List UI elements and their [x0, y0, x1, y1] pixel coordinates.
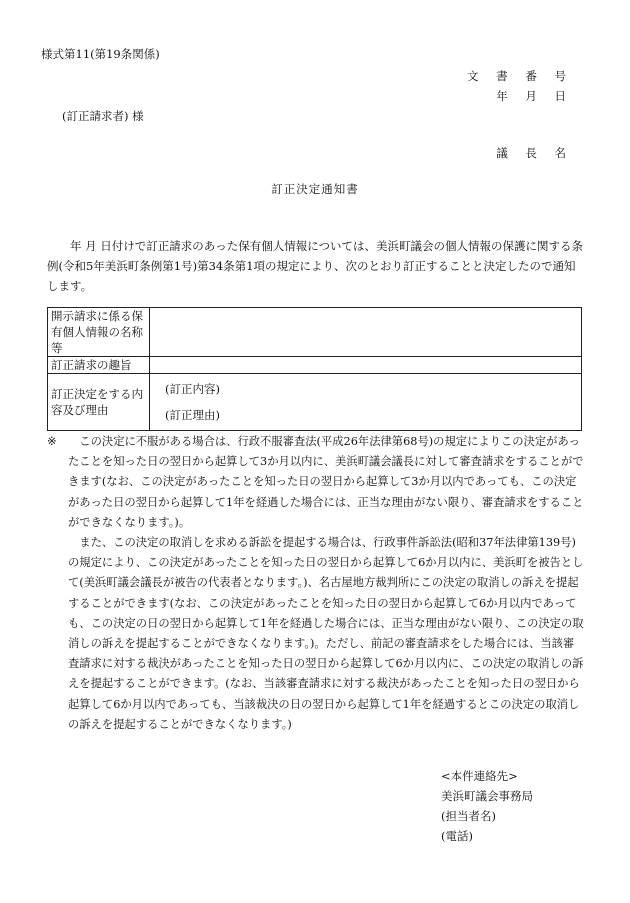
contact-heading: <本件連絡先>: [441, 769, 518, 783]
addressee: (訂正請求者) 様: [62, 109, 144, 123]
table-value-request-purpose: [150, 357, 582, 374]
table-row: [48, 374, 582, 431]
intro-paragraph: 年 月 日付けで訂正請求のあった保有個人情報については、美浜町議会の個人情報の保護に関する条例(令和5年美浜町条例第1号)第34条第1項の規定により、次のとおり訂正することと決定したので通知します。: [47, 239, 583, 293]
notes: [47, 432, 584, 735]
correction-content-label: (訂正内容): [165, 382, 220, 396]
info-table: [47, 307, 582, 431]
table-label-request-purpose: 訂正請求の趣旨: [48, 357, 150, 374]
table-value-info-name: [150, 308, 582, 357]
table-label-info-name: 開示請求に係る保有個人情報の名称等: [48, 308, 150, 357]
document-date-label: 年 月 日: [496, 89, 573, 103]
note-mark: ※: [47, 435, 57, 448]
intro-text: [47, 236, 587, 296]
contact-phone: (電話): [441, 829, 473, 843]
chair-name-label: 議 長 名: [496, 146, 573, 160]
page-title: 訂正決定通知書: [271, 182, 359, 196]
table-value-decision: [150, 374, 582, 431]
note-paragraph-2: また、この決定の取消しを求める訴訟を提起する場合は、行政事件訴訟法(昭和37年法律第139号)の規定により、この決定があったことを知った日の翌日から起算して6か月以内に、美浜町を被告として(美浜町議会議長が被告の代表者となります。)、名古屋地方裁判所にこの決定の取消しの訴えを提起することができます(なお、この決定があったことを知った日の翌日から起算して6か月以内であっても、この決定の日の翌日から起算して1年を経過した場合には、正当な理由がない限り、この決定の取消しの訴えを提起することができなくなります。)。ただし、前記の審査請求をした場合には、当該審査請求に対する裁決があったことを知った日の翌日から起算して6か月以内に、この決定の取消しの訴えを提起することができます。(なお、当該審査請求に対する裁決があったことを知った日の翌日から起算して6か月以内であっても、当該裁決の日の翌日から起算して1年を経過するとこの決定の取消しの訴えを提起することができなくなります。): [68, 536, 584, 731]
document-number-label: 文 書 番 号: [467, 69, 573, 83]
correction-reason-label: (訂正理由): [165, 408, 220, 422]
table-row: [48, 308, 582, 357]
table-row: [48, 357, 582, 374]
contact-person: (担当者名): [441, 809, 496, 823]
table-label-decision: 訂正決定をする内容及び理由: [48, 374, 150, 431]
contact-office: 美浜町議会事務局: [441, 789, 533, 803]
form-number: 様式第11(第19条関係): [41, 47, 160, 61]
contact-block: [441, 766, 533, 846]
note-paragraph-1: この決定に不服がある場合は、行政不服審査法(平成26年法律第68号)の規定によりこの決定があったことを知った日の翌日から起算して3か月以内に、美浜町議会議長に対して審査請求をすることができます(なお、この決定があったことを知った日の翌日から起算して3か月以内であっても、この決定があった日の翌日から起算して1年を経過した場合には、正当な理由がない限り、審査請求をすることができなくなります。)。: [68, 435, 584, 529]
